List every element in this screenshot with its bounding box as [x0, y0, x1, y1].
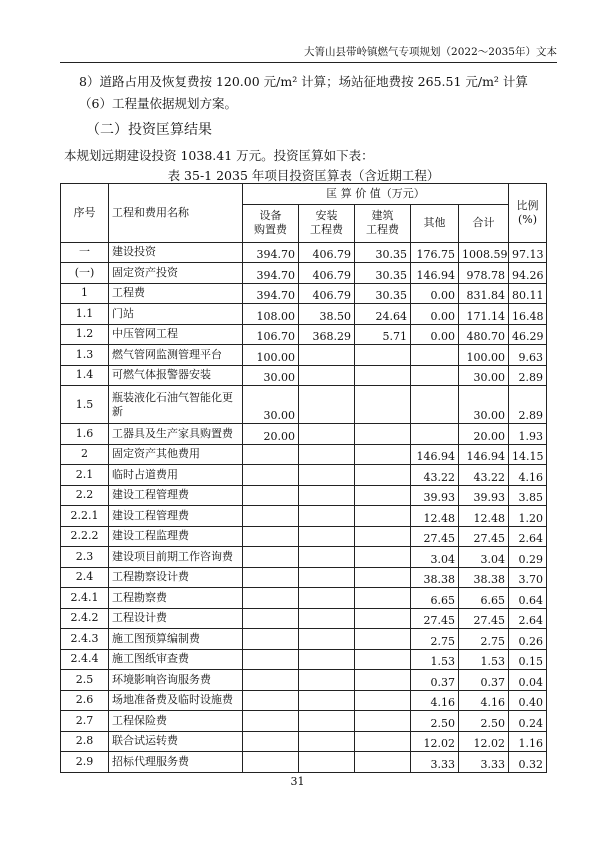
table-row — [61, 567, 547, 588]
cell-install: 368.29 — [299, 324, 355, 345]
cell-other: 146.94 — [411, 263, 459, 284]
table-row — [61, 711, 547, 732]
cell-seq: 2.4.3 — [61, 629, 109, 650]
cell-total: 38.38 — [459, 567, 509, 588]
cell-other: 12.48 — [411, 506, 459, 527]
cell-total: 2.50 — [459, 711, 509, 732]
col-equip-header — [243, 204, 299, 242]
table-row — [61, 304, 547, 325]
cell-install — [299, 526, 355, 547]
cell-total: 2.75 — [459, 629, 509, 650]
cell-install: 38.50 — [299, 304, 355, 325]
cell-other: 146.94 — [411, 444, 459, 465]
cell-total: 831.84 — [459, 283, 509, 304]
cell-equip — [243, 547, 299, 568]
table-row — [61, 752, 547, 773]
cell-total: 978.78 — [459, 263, 509, 284]
table-row — [61, 444, 547, 465]
cell-build — [355, 731, 411, 752]
cell-build — [355, 526, 411, 547]
cell-install — [299, 386, 355, 424]
cell-other: 39.93 — [411, 485, 459, 506]
cell-ratio: 0.24 — [509, 711, 547, 732]
cell-install — [299, 608, 355, 629]
cell-build — [355, 711, 411, 732]
cell-other — [411, 365, 459, 386]
cell-build — [355, 649, 411, 670]
cell-seq: 2.4.2 — [61, 608, 109, 629]
col-install-header — [299, 204, 355, 242]
cell-other: 6.65 — [411, 588, 459, 609]
paragraph-investment-summary: 本规划远期建设投资 1038.41 万元。投资匡算如下表： — [64, 148, 374, 163]
cell-equip: 30.00 — [243, 386, 299, 424]
cell-name: 联合试运转费 — [109, 731, 243, 752]
cell-name: 工程勘察费 — [109, 588, 243, 609]
cell-build — [355, 345, 411, 366]
cell-equip — [243, 711, 299, 732]
cell-other — [411, 386, 459, 424]
table-row — [61, 731, 547, 752]
cell-name: 临时占道费用 — [109, 465, 243, 486]
cell-name: 场地准备费及临时设施费 — [109, 690, 243, 711]
cell-name: 固定资产其他费用 — [109, 444, 243, 465]
cell-build — [355, 506, 411, 527]
cell-total: 100.00 — [459, 345, 509, 366]
table-row — [61, 670, 547, 691]
cell-other: 176.75 — [411, 242, 459, 263]
cell-seq: 2.1 — [61, 465, 109, 486]
cell-other: 3.04 — [411, 547, 459, 568]
cell-seq: 2.6 — [61, 690, 109, 711]
cell-seq: 1 — [61, 283, 109, 304]
cell-install: 406.79 — [299, 263, 355, 284]
cell-other: 38.38 — [411, 567, 459, 588]
cell-seq: 2 — [61, 444, 109, 465]
col-install-line2: 工程费 — [310, 223, 343, 236]
cell-install — [299, 588, 355, 609]
cell-other: 27.45 — [411, 608, 459, 629]
cell-total: 146.94 — [459, 444, 509, 465]
cell-ratio: 2.64 — [509, 526, 547, 547]
cell-install — [299, 670, 355, 691]
table-row — [61, 649, 547, 670]
cell-seq: 2.2 — [61, 485, 109, 506]
cell-equip — [243, 506, 299, 527]
section-heading: （二）投资匡算结果 — [86, 122, 212, 138]
cell-equip — [243, 731, 299, 752]
cell-seq: 1.4 — [61, 365, 109, 386]
cell-ratio: 0.26 — [509, 629, 547, 650]
cell-build — [355, 670, 411, 691]
cell-name: 门站 — [109, 304, 243, 325]
col-install-line1: 安装 — [315, 209, 338, 222]
cell-seq: 1.1 — [61, 304, 109, 325]
cell-total: 43.22 — [459, 465, 509, 486]
cell-seq: 2.2.2 — [61, 526, 109, 547]
cell-ratio: 1.20 — [509, 506, 547, 527]
cell-other: 0.00 — [411, 304, 459, 325]
cell-install — [299, 649, 355, 670]
cell-ratio: 2.89 — [509, 365, 547, 386]
cell-total: 1008.59 — [459, 242, 509, 263]
cell-other: 0.00 — [411, 324, 459, 345]
cell-equip — [243, 649, 299, 670]
table-caption: 表 35-1 2035 年项目投资匡算表（含近期工程） — [167, 168, 440, 183]
cell-equip: 394.70 — [243, 242, 299, 263]
cell-ratio: 2.64 — [509, 608, 547, 629]
cell-other: 43.22 — [411, 465, 459, 486]
cell-name: 建设投资 — [109, 242, 243, 263]
table-row — [61, 526, 547, 547]
cell-install — [299, 345, 355, 366]
cell-name: 工器具及生产家具购置费 — [109, 424, 243, 445]
cell-other — [411, 424, 459, 445]
cell-seq: 1.2 — [61, 324, 109, 345]
table-row — [61, 345, 547, 366]
cell-other: 3.33 — [411, 752, 459, 773]
cell-install: 406.79 — [299, 283, 355, 304]
cell-total: 12.02 — [459, 731, 509, 752]
cell-total: 6.65 — [459, 588, 509, 609]
cell-build — [355, 547, 411, 568]
cell-name: 工程设计费 — [109, 608, 243, 629]
table-row — [61, 242, 547, 263]
cell-name: 施工图纸审查费 — [109, 649, 243, 670]
cell-build — [355, 485, 411, 506]
cell-total: 3.04 — [459, 547, 509, 568]
cell-name: 燃气管网监测管理平台 — [109, 345, 243, 366]
cell-ratio: 2.89 — [509, 386, 547, 424]
cell-other — [411, 345, 459, 366]
cell-equip — [243, 608, 299, 629]
cell-total: 1.53 — [459, 649, 509, 670]
cell-seq: 2.4.4 — [61, 649, 109, 670]
cell-name: 工程勘察设计费 — [109, 567, 243, 588]
paragraph-quantity-basis: （6）工程量依据规划方案。 — [79, 96, 237, 111]
cell-equip: 106.70 — [243, 324, 299, 345]
cell-equip — [243, 485, 299, 506]
cell-ratio: 0.40 — [509, 690, 547, 711]
table-row — [61, 485, 547, 506]
cell-equip — [243, 670, 299, 691]
cell-equip — [243, 752, 299, 773]
cell-ratio: 14.15 — [509, 444, 547, 465]
cell-equip — [243, 629, 299, 650]
col-ratio-unit: (%) — [518, 212, 538, 226]
cell-ratio: 1.93 — [509, 424, 547, 445]
cell-build — [355, 567, 411, 588]
cell-seq: 1.5 — [61, 386, 109, 424]
cell-total: 12.48 — [459, 506, 509, 527]
cell-equip — [243, 567, 299, 588]
table-row — [61, 386, 547, 424]
cell-build — [355, 465, 411, 486]
cell-other: 27.45 — [411, 526, 459, 547]
col-ratio-label: 比例 — [516, 198, 539, 212]
cell-name: 瓶装液化石油气智能化更新 — [109, 386, 243, 424]
cell-seq: 1.6 — [61, 424, 109, 445]
col-equip-line2: 购置费 — [254, 223, 287, 236]
cell-build — [355, 386, 411, 424]
cell-build: 5.71 — [355, 324, 411, 345]
cell-build: 30.35 — [355, 283, 411, 304]
cell-total: 4.16 — [459, 690, 509, 711]
cell-ratio: 0.29 — [509, 547, 547, 568]
cell-seq: 2.5 — [61, 670, 109, 691]
table-row — [61, 506, 547, 527]
col-other-header: 其他 — [411, 204, 459, 242]
cell-install: 406.79 — [299, 242, 355, 263]
cell-equip — [243, 444, 299, 465]
cell-total: 30.00 — [459, 365, 509, 386]
cell-seq: 2.9 — [61, 752, 109, 773]
cell-name: 建设项目前期工作咨询费 — [109, 547, 243, 568]
cell-ratio: 1.16 — [509, 731, 547, 752]
col-name-header: 工程和费用名称 — [109, 184, 243, 243]
cell-seq: 2.4.1 — [61, 588, 109, 609]
cell-other: 1.53 — [411, 649, 459, 670]
cell-build: 30.35 — [355, 263, 411, 284]
col-build-line2: 工程费 — [366, 223, 399, 236]
cell-name: 固定资产投资 — [109, 263, 243, 284]
cell-build — [355, 690, 411, 711]
cell-install — [299, 629, 355, 650]
cell-build: 24.64 — [355, 304, 411, 325]
cell-build — [355, 752, 411, 773]
col-ratio-header — [509, 184, 547, 243]
cell-install — [299, 731, 355, 752]
cell-total: 20.00 — [459, 424, 509, 445]
cell-build — [355, 365, 411, 386]
cell-other: 2.75 — [411, 629, 459, 650]
table-row — [61, 283, 547, 304]
cell-seq: 2.4 — [61, 567, 109, 588]
col-build-line1: 建筑 — [371, 209, 394, 222]
cell-name: 建设工程管理费 — [109, 506, 243, 527]
cell-ratio: 0.64 — [509, 588, 547, 609]
cell-name: 中压管网工程 — [109, 324, 243, 345]
cell-install — [299, 424, 355, 445]
cell-ratio: 16.48 — [509, 304, 547, 325]
cell-ratio: 4.16 — [509, 465, 547, 486]
col-equip-line1: 设备 — [259, 209, 282, 222]
cell-install — [299, 547, 355, 568]
cell-name: 环境影响咨询服务费 — [109, 670, 243, 691]
cell-equip: 108.00 — [243, 304, 299, 325]
cell-seq: (一) — [61, 263, 109, 284]
table-row — [61, 629, 547, 650]
cell-name: 可燃气体报警器安装 — [109, 365, 243, 386]
cell-build — [355, 608, 411, 629]
cell-name: 工程保险费 — [109, 711, 243, 732]
cell-ratio: 0.32 — [509, 752, 547, 773]
cell-equip — [243, 526, 299, 547]
page-number: 31 — [290, 775, 305, 788]
cell-ratio: 9.63 — [509, 345, 547, 366]
col-total-header: 合计 — [459, 204, 509, 242]
cell-equip — [243, 465, 299, 486]
cell-seq: 2.2.1 — [61, 506, 109, 527]
cell-ratio: 0.15 — [509, 649, 547, 670]
cell-install — [299, 567, 355, 588]
cell-build: 30.35 — [355, 242, 411, 263]
cell-ratio: 97.13 — [509, 242, 547, 263]
col-build-header — [355, 204, 411, 242]
cell-ratio: 3.85 — [509, 485, 547, 506]
cell-name: 施工图预算编制费 — [109, 629, 243, 650]
cell-total: 27.45 — [459, 526, 509, 547]
cell-equip: 100.00 — [243, 345, 299, 366]
cell-build — [355, 444, 411, 465]
table-row — [61, 588, 547, 609]
cell-seq: 2.3 — [61, 547, 109, 568]
cell-ratio: 3.70 — [509, 567, 547, 588]
cell-install — [299, 465, 355, 486]
cell-total: 171.14 — [459, 304, 509, 325]
cell-install — [299, 444, 355, 465]
cell-ratio: 80.11 — [509, 283, 547, 304]
cell-seq: 2.8 — [61, 731, 109, 752]
table-row — [61, 263, 547, 284]
cell-other: 0.00 — [411, 283, 459, 304]
cell-install — [299, 506, 355, 527]
table-row — [61, 424, 547, 445]
page-header: 大箐山县带岭镇燃气专项规划（2022～2035年）文本 — [60, 44, 557, 63]
cell-equip — [243, 588, 299, 609]
table-row — [61, 690, 547, 711]
cell-ratio: 46.29 — [509, 324, 547, 345]
cell-other: 2.50 — [411, 711, 459, 732]
cell-name: 工程费 — [109, 283, 243, 304]
cell-build — [355, 588, 411, 609]
cell-build — [355, 424, 411, 445]
table-row — [61, 547, 547, 568]
col-seq-header: 序号 — [61, 184, 109, 243]
cell-install — [299, 485, 355, 506]
cell-ratio: 0.04 — [509, 670, 547, 691]
cell-total: 480.70 — [459, 324, 509, 345]
cell-other: 0.37 — [411, 670, 459, 691]
cell-total: 27.45 — [459, 608, 509, 629]
cell-equip — [243, 690, 299, 711]
investment-table — [60, 183, 547, 773]
cell-equip: 394.70 — [243, 283, 299, 304]
col-value-group-header: 匡 算 价 值（万元） — [243, 184, 509, 205]
cell-total: 39.93 — [459, 485, 509, 506]
cell-total: 30.00 — [459, 386, 509, 424]
cell-equip: 30.00 — [243, 365, 299, 386]
cell-seq: 1.3 — [61, 345, 109, 366]
cell-seq: 2.7 — [61, 711, 109, 732]
cell-equip: 394.70 — [243, 263, 299, 284]
paragraph-road-fee: 8）道路占用及恢复费按 120.00 元/m² 计算；场站征地费按 265.51 元/m² 计算 — [79, 74, 528, 89]
table-row — [61, 465, 547, 486]
table-row — [61, 324, 547, 345]
cell-total: 0.37 — [459, 670, 509, 691]
cell-install — [299, 752, 355, 773]
cell-ratio: 94.26 — [509, 263, 547, 284]
cell-seq: 一 — [61, 242, 109, 263]
cell-other: 4.16 — [411, 690, 459, 711]
cell-name: 建设工程管理费 — [109, 485, 243, 506]
cell-install — [299, 711, 355, 732]
cell-total: 3.33 — [459, 752, 509, 773]
cell-build — [355, 629, 411, 650]
cell-name: 招标代理服务费 — [109, 752, 243, 773]
table-row — [61, 608, 547, 629]
cell-install — [299, 690, 355, 711]
table-row — [61, 365, 547, 386]
cell-equip: 20.00 — [243, 424, 299, 445]
cell-other: 12.02 — [411, 731, 459, 752]
cell-install — [299, 365, 355, 386]
cell-name: 建设工程监理费 — [109, 526, 243, 547]
